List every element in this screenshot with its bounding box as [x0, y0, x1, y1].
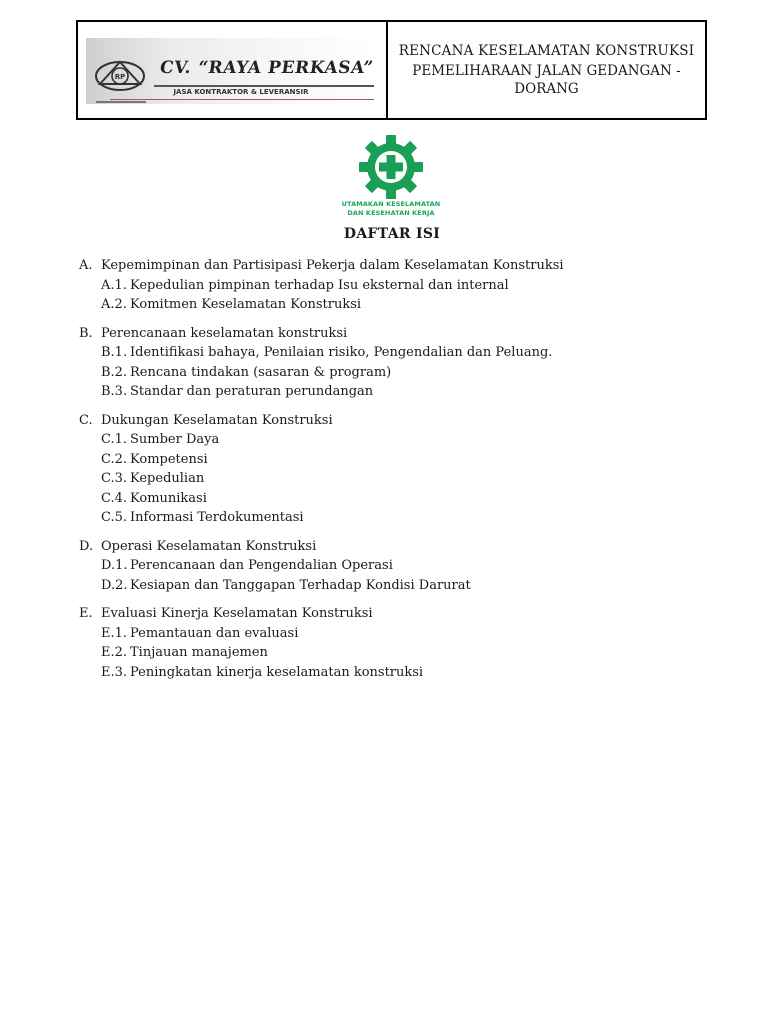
- toc-item: [79, 343, 719, 363]
- toc-item-text: Komunikasi: [130, 490, 207, 506]
- toc-item: [79, 489, 719, 509]
- document-subtitle: PEMELIHARAAN JALAN GEDANGAN - DORANG: [412, 63, 681, 97]
- company-logo-cell: [78, 22, 388, 118]
- toc-section: [79, 604, 719, 682]
- toc-section-heading: [79, 256, 719, 276]
- toc-item-code: C.2.: [101, 451, 128, 467]
- toc-section-title: Dukungan Keselamatan Konstruksi: [101, 412, 333, 428]
- toc-item: [79, 643, 719, 663]
- toc-item-code: B.3.: [101, 384, 128, 399]
- emblem-text: RP: [114, 73, 126, 81]
- toc-item: [79, 556, 719, 576]
- toc-item: [79, 624, 719, 644]
- toc-section-title: Kepemimpinan dan Partisipasi Pekerja dalam Keselamatan Konstruksi: [101, 258, 564, 273]
- document-header: [76, 20, 707, 120]
- toc-item-code: E.2.: [101, 645, 128, 660]
- toc-section: [79, 256, 719, 315]
- toc-item-text: Perencanaan dan Pengendalian Operasi: [130, 558, 393, 573]
- toc-item-text: Kompetensi: [130, 451, 208, 467]
- toc-item-code: C.5.: [101, 510, 128, 525]
- table-of-contents: [79, 256, 719, 691]
- toc-item: [79, 295, 719, 315]
- document-title: RENCANA KESELAMATAN KONSTRUKSI: [398, 43, 695, 59]
- toc-item: [79, 363, 719, 383]
- toc-section-title: Evaluasi Kinerja Keselamatan Konstruksi: [101, 606, 373, 621]
- toc-item-text: Komitmen Keselamatan Konstruksi: [130, 297, 362, 312]
- toc-item-code: C.1.: [101, 432, 128, 447]
- toc-section-heading: [79, 411, 719, 431]
- toc-item-text: Pemantauan dan evaluasi: [130, 625, 299, 641]
- toc-item: [79, 382, 719, 402]
- company-name-underline: [154, 85, 374, 87]
- toc-item-text: Kepedulian pimpinan terhadap Isu eksternal dan internal: [130, 277, 509, 293]
- toc-item-text: Standar dan peraturan perundangan: [130, 384, 374, 399]
- toc-heading: DAFTAR ISI: [343, 226, 441, 242]
- toc-section-letter: D.: [79, 538, 94, 554]
- company-logo-banner: [86, 38, 378, 104]
- toc-section-title: Operasi Keselamatan Konstruksi: [101, 538, 317, 554]
- toc-item-code: C.3.: [101, 471, 128, 486]
- toc-item: [79, 450, 719, 470]
- toc-item-code: A.1.: [101, 277, 127, 293]
- toc-section-letter: C.: [79, 412, 93, 428]
- toc-section-heading: [79, 604, 719, 624]
- toc-item-code: E.1.: [101, 625, 128, 641]
- toc-item: [79, 276, 719, 296]
- company-subtitle: JASA KONTRAKTOR & LEVERANSIR: [173, 88, 309, 96]
- toc-section: [79, 411, 719, 528]
- company-name: CV. “RAYA PERKASA”: [158, 58, 375, 78]
- toc-section-heading: [79, 537, 719, 557]
- toc-item-text: Peningkatan kinerja keselamatan konstruksi: [130, 664, 424, 680]
- toc-item-code: B.1.: [101, 345, 128, 360]
- k3-safety-logo: [339, 134, 443, 224]
- company-address-line: [110, 99, 374, 100]
- toc-section-letter: B.: [79, 325, 93, 341]
- toc-item-text: Tinjauan manajemen: [130, 645, 268, 660]
- document-title-cell: [388, 22, 705, 118]
- toc-section: [79, 537, 719, 596]
- safety-slogan-line-1: UTAMAKAN KESELAMATAN: [341, 200, 441, 208]
- toc-item: [79, 469, 719, 489]
- emblem-caption: [96, 101, 146, 103]
- toc-item-text: Kepedulian: [130, 471, 205, 486]
- toc-item-code: C.4.: [101, 490, 128, 506]
- safety-slogan-line-2: DAN KESEHATAN KERJA: [347, 209, 435, 217]
- toc-item-text: Informasi Terdokumentasi: [130, 510, 304, 525]
- toc-item: [79, 430, 719, 450]
- toc-item-text: Identifikasi bahaya, Penilaian risiko, Pengendalian dan Peluang.: [130, 345, 553, 360]
- toc-section-title: Perencanaan keselamatan konstruksi: [101, 325, 348, 341]
- toc-item-text: Kesiapan dan Tanggapan Terhadap Kondisi Darurat: [130, 577, 471, 593]
- toc-section-letter: E.: [79, 606, 93, 621]
- toc-item: [79, 576, 719, 596]
- toc-item-code: D.1.: [101, 558, 128, 573]
- toc-item-code: A.2.: [101, 297, 127, 312]
- toc-item: [79, 508, 719, 528]
- toc-section: [79, 324, 719, 402]
- toc-item-code: B.2.: [101, 364, 128, 380]
- toc-item-code: E.3.: [101, 664, 128, 680]
- toc-section-letter: A.: [79, 258, 93, 273]
- toc-section-heading: [79, 324, 719, 344]
- toc-item-text: Sumber Daya: [130, 432, 220, 447]
- toc-item-code: D.2.: [101, 577, 128, 593]
- toc-item-text: Rencana tindakan (sasaran & program): [130, 364, 392, 380]
- toc-item: [79, 663, 719, 683]
- safety-gear-cross-icon: [355, 134, 427, 200]
